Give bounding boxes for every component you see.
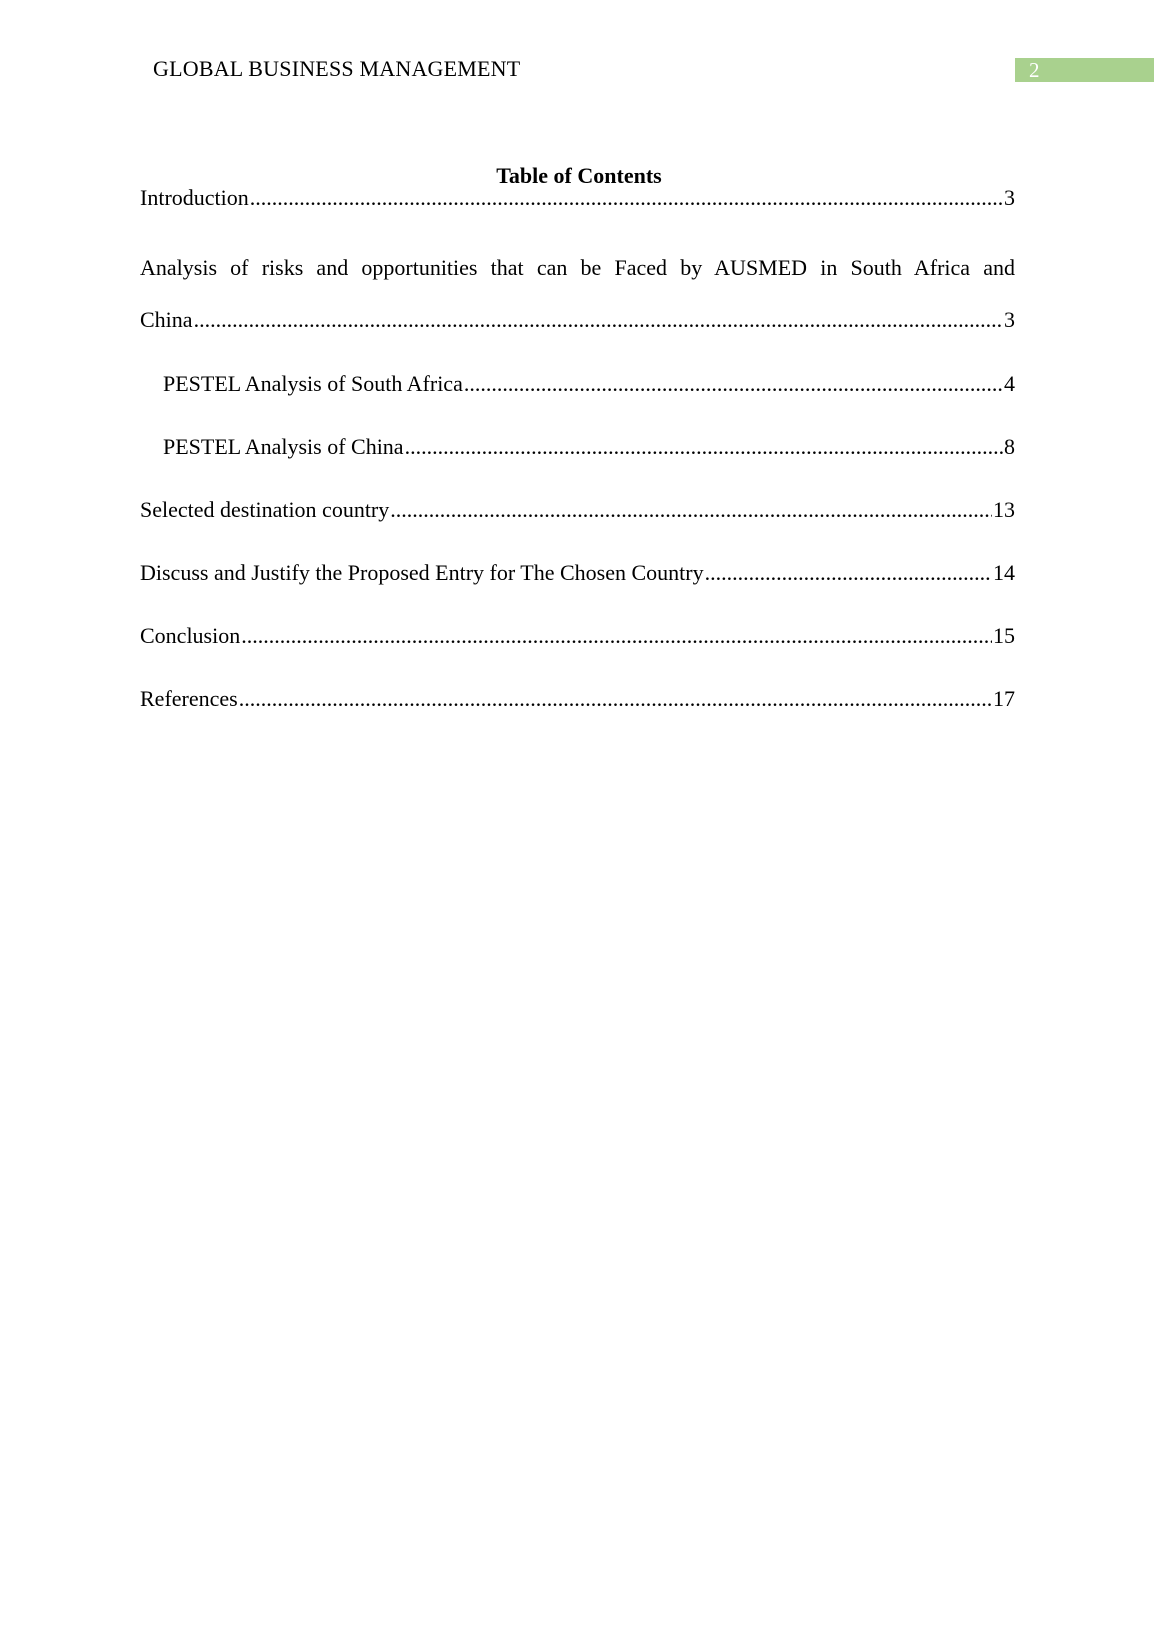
toc-entry-page: 3 — [1004, 185, 1015, 210]
toc-entry-conclusion[interactable] — [140, 622, 1015, 650]
toc-leader-dots — [241, 622, 992, 650]
toc-leader-dots — [705, 559, 992, 587]
toc-leader-dots — [194, 306, 1003, 334]
toc-entry-page: 15 — [993, 623, 1015, 648]
header-title: GLOBAL BUSINESS MANAGEMENT — [153, 56, 521, 81]
toc-entry-pestel-china[interactable] — [163, 433, 1015, 461]
toc-entry-page: 14 — [993, 560, 1015, 585]
toc-entry-selected-destination[interactable] — [140, 496, 1015, 524]
toc-entry-references[interactable] — [140, 685, 1015, 713]
toc-entry-label: PESTEL Analysis of China — [163, 434, 404, 459]
toc-leader-dots — [405, 433, 1003, 461]
toc-leader-dots — [239, 685, 992, 713]
toc-entry-label: PESTEL Analysis of South Africa — [163, 371, 463, 396]
toc-entry-page: 13 — [993, 497, 1015, 522]
toc-entry-page: 8 — [1004, 434, 1015, 459]
toc-entry-label: Introduction — [140, 185, 249, 210]
toc-heading: Table of Contents — [496, 163, 662, 188]
toc-entry-page: 4 — [1004, 371, 1015, 396]
toc-entry-introduction[interactable] — [140, 184, 1015, 212]
toc-entry-pestel-south-africa[interactable] — [163, 370, 1015, 398]
toc-entry-page: 3 — [1004, 307, 1015, 332]
toc-entry-label: Selected destination country — [140, 497, 390, 522]
toc-entry-label: Discuss and Justify the Proposed Entry for The Chosen Country — [140, 560, 704, 585]
page-number-badge — [1015, 58, 1154, 82]
toc-entry-label: China — [140, 307, 193, 332]
page-number: 2 — [1029, 58, 1040, 82]
toc-entry-analysis[interactable] — [140, 306, 1015, 334]
toc-leader-dots — [390, 496, 992, 524]
toc-entry-page: 17 — [993, 686, 1015, 711]
toc-entry-label: Conclusion — [140, 623, 241, 648]
toc-entry-proposed-entry[interactable] — [140, 559, 1015, 587]
toc-entry-label: References — [140, 686, 238, 711]
toc-leader-dots — [250, 184, 1003, 212]
toc-entry-analysis-line1[interactable]: Analysis of risks and opportunities that can be Faced by AUSMED in South Africa and — [140, 255, 1015, 280]
toc-leader-dots — [464, 370, 1003, 398]
